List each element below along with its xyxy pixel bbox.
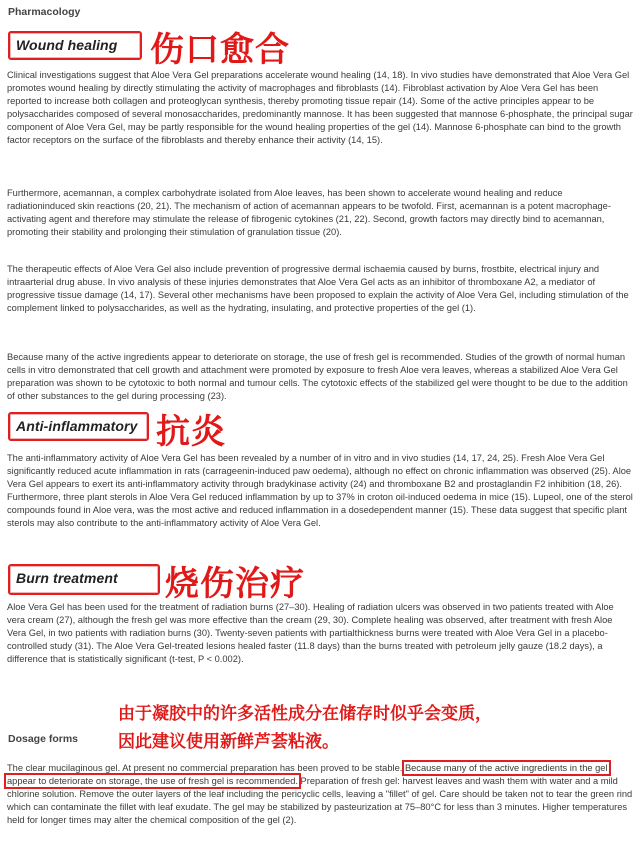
anti-para-1: The anti-inflammatory activity of Aloe Vera Gel has been revealed by a number of in vitro and in vivo studies (14, 17, 24, 25). Fresh Aloe Vera Gel significantly reduced acute inflammation in rats (carrageenin-induced paw oedema), although no effect on chronic inflammation was observed (25). Aloe Vera Gel appears to exert its anti-inflammatory activity through bradykinase activity (24) and thromboxane B2 and prostaglandin F2 inhibition (18, 26). Furthermore, three plant sterols in Aloe Vera Gel reduced inflammation by up to 37% in croton oil-induced oedema in mice (15). Lupeol, one of the sterol compounds found in Aloe vera, was the most active and reduced inflammation in a dosedependent manner (15). These data suggest that specific plant sterols may also contribute to the anti-inflammatory activity of Aloe Vera Gel. (7, 453, 633, 529)
dosage-para (7, 762, 633, 827)
wound-healing-heading-box (8, 31, 142, 60)
burn-treatment-zh-label: 烧伤治疗 (165, 564, 305, 604)
wound-healing-zh-label: 伤口愈合 (150, 30, 290, 70)
anti-inflammatory-zh-label: 抗炎 (156, 412, 226, 452)
dosage-text-post: Preparation of fresh gel: harvest leaves and wash them with water and a mild chlorine solution. Remove the outer layers of the leaf including the pericyclic cells, leaving a "fillet" of gel. Care should be taken not to tear the green rind which can contaminate the fillet with leaf exudate. The gel may be stabilized by pasteurization at 75–80°C for less than 3 minutes. Higher temperatures held for longer times may alter the chemical composition of the gel (2). (7, 776, 633, 826)
anti-inflammatory-heading: Anti-inflammatory (16, 418, 138, 434)
wound-para-4: Because many of the active ingredients appear to deteriorate on storage, the use of fresh gel is recommended. Studies of the growth of normal human cells in vitro demonstrated that cell growth and attachment were promoted by exposure to fresh Aloe vera leaves, whereas a stabilized Aloe Vera Gel preparation was shown to be cytotoxic to both normal and tumour cells. The cytotoxic effects of the stabilized gel were thought to be due to the addition of other substances to the gel during processing (23). (7, 352, 628, 402)
anti-inflammatory-heading-box (8, 412, 149, 441)
burn-treatment-heading: Burn treatment (16, 570, 118, 586)
annotation-line-1: 由于凝胶中的许多活性成分在储存时似乎会变质， (118, 704, 492, 724)
dosage-forms-heading: Dosage forms (8, 733, 79, 745)
wound-para-2: Furthermore, acemannan, a complex carbohydrate isolated from Aloe leaves, has been shown to accelerate wound healing and reduce radiationinduced skin reactions (20, 21). The mechanism of action of acemannan appears to be twofold. First, acemannan is a potent macrophage-activating agent and therefore may stimulate the release of fibrogenic cytokines (21, 22). Second, growth factors may directly bind to acemannan, promoting their stability and prolonging their stimulation of granulation tissue (20). (7, 188, 611, 238)
dosage-highlighted-sentence: Because many of the active ingredients in the gel appear to deteriorate on storage, the use of fresh gel is recommended. (7, 763, 608, 787)
burn-para-1: Aloe Vera Gel has been used for the treatment of radiation burns (27–30). Healing of radiation ulcers was observed in two patients treated with Aloe vera cream (27), although the fresh gel was more effective than the cream (29, 30). Complete healing was observed, after treatment with fresh Aloe Vera Gel, in two patients with radiation burns (30). Twenty-seven patients with partialthickness burns were treated with Aloe Vera Gel in a placebo-controlled study (31). The Aloe Vera Gel-treated lesions healed faster (11.8 days) than the burns treated with petroleum jelly gauze (18.2 days), a difference that is statistically significant (t-test, P < 0.002). (7, 602, 614, 665)
wound-healing-heading: Wound healing (16, 37, 118, 53)
wound-para-1: Clinical investigations suggest that Aloe Vera Gel preparations accelerate wound healing (14, 18). In vivo studies have demonstrated that Aloe Vera Gel promotes wound healing by directly stimulating the activity of macrophages and fibroblasts (14). Fibroblast activation by Aloe Vera Gel has been reported to increase both collagen and proteoglycan synthesis, thereby promoting tissue repair (14). Some of the active principles appear to be polysaccharides composed of several monosaccharides, predominantly mannose. It has been suggested that mannose 6-phosphate, the principal sugar component of Aloe Vera Gel, may be partly responsible for the wound healing properties of the gel (14). Mannose 6-phosphate can bind to the growth factor receptors on the surface of the fibroblasts and thereby enhance their activity (14, 15). (7, 70, 633, 146)
wound-para-3: The therapeutic effects of Aloe Vera Gel also include prevention of progressive dermal ischaemia caused by burns, frostbite, electrical injury and intraarterial drug abuse. In vivo analysis of these injuries demonstrates that Aloe Vera Gel acts as an inhibitor of thromboxane A2, a mediator of progressive tissue damage (14, 17). Several other mechanisms have been proposed to explain the activity of Aloe Vera Gel, including stimulation of the complement linked to polysaccharides, as well as the hydrating, insulating, and protective properties of the gel (1). (7, 264, 629, 314)
dosage-text-pre: The clear mucilaginous gel. At present no commercial preparation has been proved to be stable. (7, 763, 405, 773)
section-title: Pharmacology (8, 6, 81, 18)
red-annotation-note (118, 700, 638, 756)
burn-treatment-heading-box (8, 564, 160, 595)
annotation-line-2: 因此建议使用新鲜芦荟粘液。 (118, 732, 339, 752)
